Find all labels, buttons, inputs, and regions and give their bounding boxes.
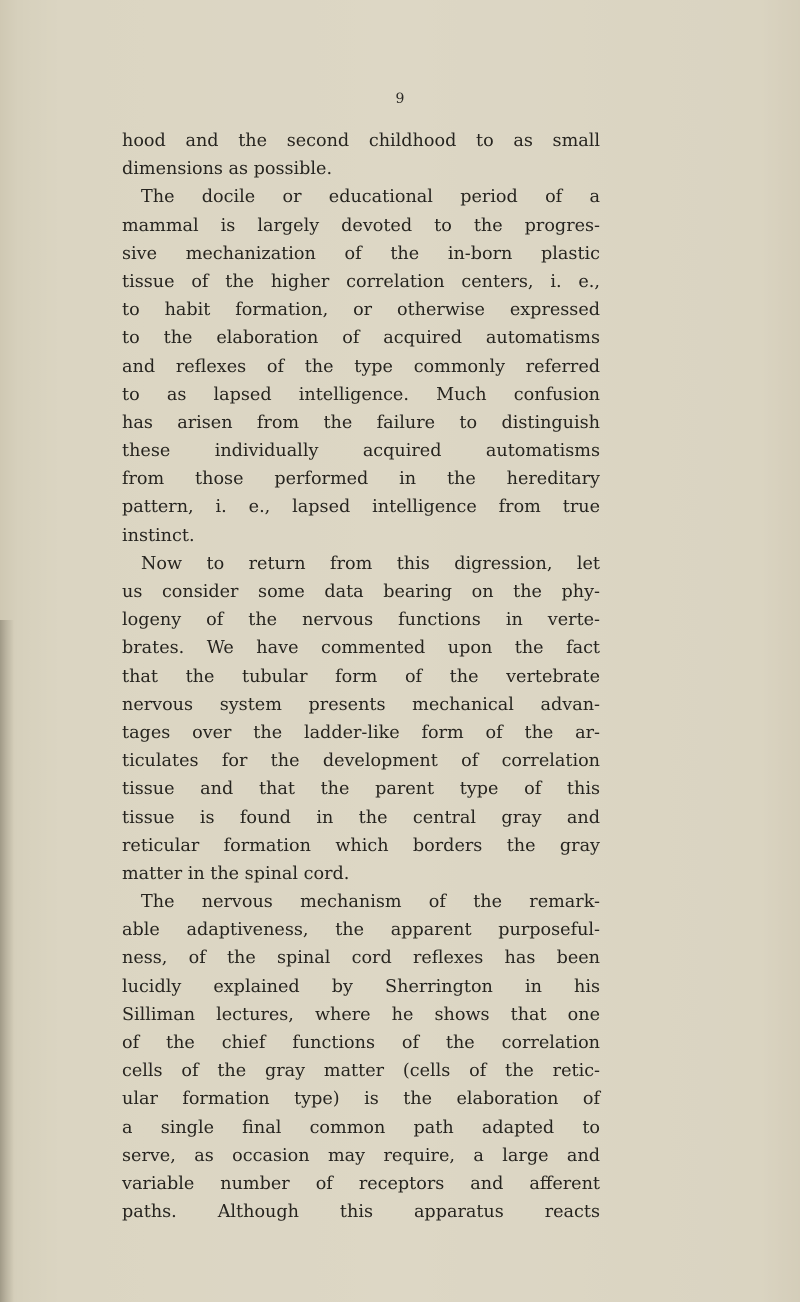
page-number: 9 bbox=[395, 91, 405, 107]
text-line: us consider some data bearing on the phy- bbox=[122, 582, 600, 602]
body-text bbox=[122, 127, 600, 1226]
text-line: tissue and that the parent type of this bbox=[122, 779, 600, 800]
text-line: Silliman lectures, where he shows that one bbox=[122, 1004, 600, 1025]
text-line: lucidly explained by Sherrington in his bbox=[122, 976, 600, 997]
text-line: The nervous mechanism of the remark- bbox=[141, 892, 600, 913]
text-line: from those performed in the hereditary bbox=[122, 469, 600, 490]
text-line: to the elaboration of acquired automatisms bbox=[122, 328, 600, 349]
text-line: cells of the gray matter (cells of the retic- bbox=[122, 1061, 600, 1082]
text-line: able adaptiveness, the apparent purposeful- bbox=[122, 920, 600, 941]
text-line: to as lapsed intelligence. Much confusion bbox=[122, 384, 600, 405]
text-line: of the chief functions of the correlation bbox=[122, 1033, 600, 1053]
text-line: ular formation type) is the elaboration of bbox=[122, 1089, 600, 1110]
text-line: reticular formation which borders the gray bbox=[122, 835, 600, 856]
text-line: that the tubular form of the vertebrate bbox=[122, 666, 600, 687]
text-line: a single final common path adapted to bbox=[122, 1117, 600, 1138]
text-line: matter in the spinal cord. bbox=[122, 863, 350, 884]
text-line: dimensions as possible. bbox=[122, 159, 333, 180]
text-line: logeny of the nervous functions in verte- bbox=[122, 610, 600, 631]
text-line: and reflexes of the type commonly referred bbox=[122, 356, 600, 377]
text-line: brates. We have commented upon the fact bbox=[122, 638, 600, 659]
text-line: nervous system presents mechanical advan- bbox=[122, 694, 600, 715]
text-line: The docile or educational period of a bbox=[141, 187, 600, 208]
text-line: ness, of the spinal cord reflexes has been bbox=[122, 948, 600, 969]
text-line: sive mechanization of the in-born plastic bbox=[122, 243, 600, 264]
binding-shadow bbox=[0, 620, 14, 1302]
text-line: has arisen from the failure to distinguish bbox=[122, 412, 600, 433]
text-line: tissue is found in the central gray and bbox=[122, 807, 600, 828]
text-line: tages over the ladder-like form of the ar- bbox=[122, 722, 600, 743]
text-line: instinct. bbox=[122, 525, 195, 546]
text-line: pattern, i. e., lapsed intelligence from true bbox=[122, 497, 600, 518]
text-line: ticulates for the development of correlation bbox=[122, 751, 600, 772]
text-line: mammal is largely devoted to the progres- bbox=[122, 215, 600, 236]
text-line: paths. Although this apparatus reacts bbox=[122, 1202, 600, 1223]
text-line: tissue of the higher correlation centers, i. e., bbox=[122, 271, 600, 292]
text-line: these individually acquired automatisms bbox=[122, 441, 600, 462]
text-line: to habit formation, or otherwise expressed bbox=[122, 300, 600, 321]
text-line: variable number of receptors and afferent bbox=[122, 1173, 600, 1194]
text-line: hood and the second childhood to as small bbox=[122, 131, 600, 151]
text-line: serve, as occasion may require, a large and bbox=[122, 1145, 600, 1166]
text-line: Now to return from this digression, let bbox=[141, 553, 600, 574]
